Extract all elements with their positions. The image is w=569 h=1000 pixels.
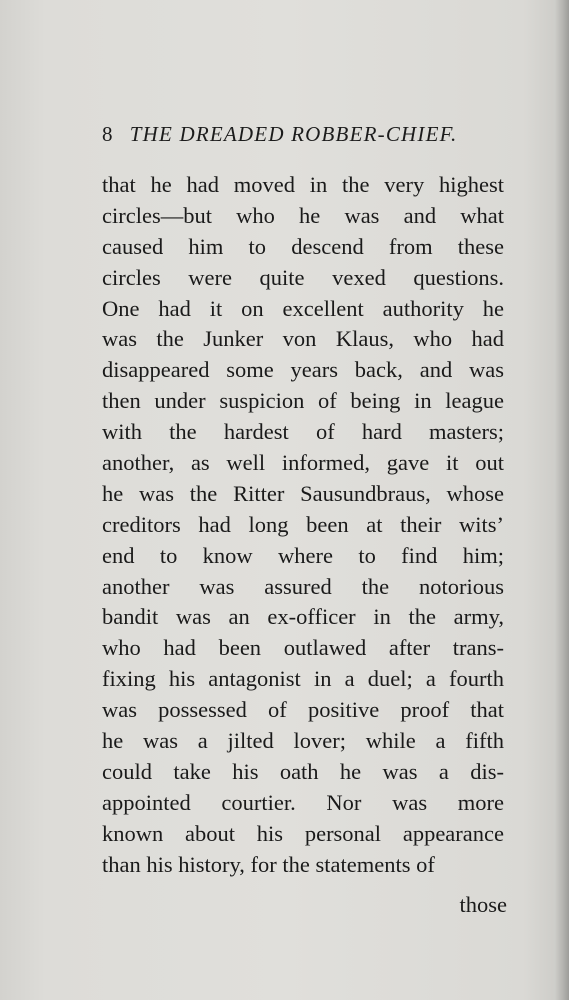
running-header [102,122,512,147]
text-line: was the Junker von Klaus, who had [102,326,504,352]
text-line: caused him to descend from these [102,233,504,259]
text-line: then under suspicion of being in league [102,388,504,414]
body-text [102,170,504,880]
text-line: known about his personal appearance [102,820,504,846]
text-line: disappeared some years back, and was [102,357,504,383]
page-edge-shadow [555,0,569,1000]
text-line: another was assured the notorious [102,573,504,599]
page-number: 8 [102,122,114,146]
text-line: who had been outlawed after trans- [102,635,504,661]
text-line: creditors had long been at their wits’ [102,511,504,537]
text-line: One had it on excellent authority he [102,295,504,321]
text-line: fixing his antagonist in a duel; a fourth [102,666,504,692]
text-line: with the hardest of hard masters; [102,419,504,445]
text-line: another, as well informed, gave it out [102,450,504,476]
text-line: circles—but who he was and what [102,202,504,228]
text-line: he was the Ritter Sausundbraus, whose [102,480,504,506]
text-line: that he had moved in the very highest [102,172,504,197]
text-line: bandit was an ex-officer in the army, [102,604,504,630]
text-line: than his history, for the statements of [102,851,435,877]
text-line: end to know where to find him; [102,542,504,568]
text-line: appointed courtier. Nor was more [102,789,504,815]
text-line: was possessed of positive proof that [102,697,504,723]
text-line: circles were quite vexed questions. [102,264,504,290]
running-title: THE DREADED ROBBER-CHIEF. [129,122,458,146]
text-line: could take his oath he was a dis- [102,758,504,784]
catchword: those [459,892,507,917]
text-line: he was a jilted lover; while a fifth [102,728,504,754]
